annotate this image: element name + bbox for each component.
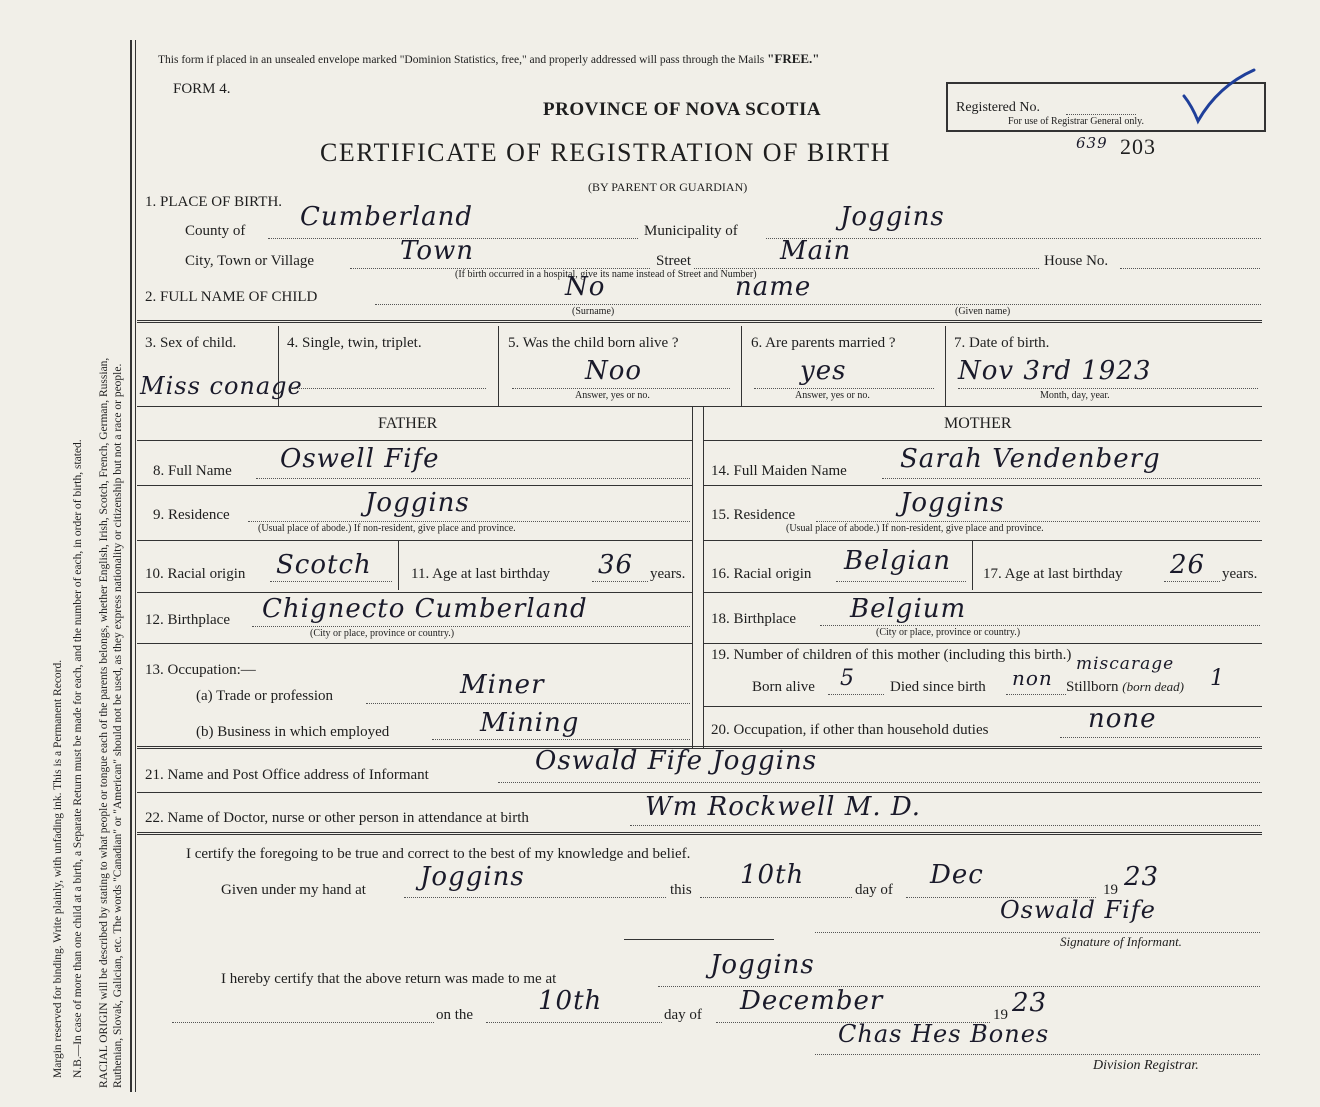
given-year-value: 23 [1124,862,1160,892]
sex-value: Miss conage [140,372,303,400]
informant-value: Oswald Fife Joggins [535,746,818,776]
alive-label: 5. Was the child born alive ? [508,335,679,351]
registrar-caption: Division Registrar. [1093,1058,1199,1073]
father-name-label: 8. Full Name [153,463,232,479]
certify-statement: I certify the foregoing to be true and correct to the best of my knowledge and belief. [186,846,691,862]
mother-occupation-label: 20. Occupation, if other than household duties [711,722,989,738]
margin-line-2: N.B.—In case of more than one child at a birth, a Separate Return must be made for each, and the number of each, in order of birth, stated. [72,439,84,1078]
stillborn-value: 1 [1210,666,1225,691]
mother-birthplace-label: 18. Birthplace [711,611,796,627]
registrar-signature: Chas Hes Bones [838,1020,1050,1048]
given-month-value: Dec [930,860,984,890]
check-mark-icon [1178,66,1258,126]
child-surname-value: No [565,272,606,302]
miscarriage-note: miscarage [1076,654,1175,674]
given-this-label: this [670,882,692,898]
children-label: 19. Number of children of this mother (including this birth.) [711,647,1072,663]
form-number: FORM 4. [173,81,231,97]
registered-number-small: 639 [1076,134,1108,152]
father-birthplace-label: 12. Birthplace [145,612,230,628]
died-label: Died since birth [890,679,986,695]
street-label: Street [656,253,691,269]
margin-rule [130,40,132,1092]
born-alive-label: Born alive [752,679,815,695]
doctor-label: 22. Name of Doctor, nurse or other person in attendance at birth [145,810,529,826]
doctor-value: Wm Rockwell M. D. [645,792,922,822]
margin-rule-inner [135,40,136,1092]
margin-line-1: Margin reserved for binding. Write plainly, with unfading ink. This is a Permanent Record. [52,659,64,1078]
registrar-month-value: December [740,986,884,1016]
stillborn-label: Stillborn (born dead) [1066,679,1185,695]
married-caption: Answer, yes or no. [795,390,870,401]
mother-name-value: Sarah Vendenberg [900,444,1161,474]
mother-birthplace-value: Belgium [850,594,967,624]
born-alive-value: 5 [840,666,855,691]
place-heading: 1. PLACE OF BIRTH. [145,194,283,210]
given-caption: (Given name) [955,306,1011,317]
mother-birthplace-caption: (City or place, province or country.) [876,627,1021,638]
registered-number: 203 [1120,134,1156,159]
given-label: Given under my hand at [221,882,366,898]
father-occupation-label: 13. Occupation:— [145,662,256,678]
given-year-prefix: 19 [1103,882,1118,898]
trade-value: Miner [460,670,545,700]
informant-signature: Oswald Fife [1000,896,1156,924]
margin-line-3: RACIAL ORIGIN will be described by stating to what people or tongue each of the parents belongs, whether English, Irish, Scotch, French, German, Russian, [98,357,110,1088]
mother-racial-label: 16. Racial origin [711,566,812,582]
county-label: County of [185,223,246,239]
mother-name-label: 14. Full Maiden Name [711,463,847,479]
business-label: (b) Business in which employed [196,724,390,740]
dob-caption: Month, day, year. [1040,390,1110,401]
father-name-value: Oswell Fife [280,444,440,474]
registrar-on-the-label: on the [436,1007,474,1023]
registered-label: Registered No. [956,100,1040,115]
province-heading: PROVINCE OF NOVA SCOTIA [543,99,822,120]
mother-age-value: 26 [1170,550,1206,580]
father-residence-value: Joggins [365,488,470,518]
dob-label: 7. Date of birth. [954,335,1050,351]
given-day-value: 10th [740,860,805,890]
registrar-place-value: Joggins [710,950,815,980]
mother-residence-label: 15. Residence [711,507,796,523]
mother-racial-value: Belgian [844,546,952,576]
father-age-value: 36 [598,550,634,580]
given-place-value: Joggins [420,862,525,892]
plural-label: 4. Single, twin, triplet. [287,335,422,351]
surname-caption: (Surname) [572,306,615,317]
child-name-label: 2. FULL NAME OF CHILD [145,289,318,305]
municipality-label: Municipality of [644,223,738,239]
mother-occupation-value: none [1088,704,1157,734]
married-value: yes [800,356,847,386]
father-age-label: 11. Age at last birthday [411,566,550,582]
business-value: Mining [480,708,580,738]
alive-caption: Answer, yes or no. [575,390,650,401]
municipality-value: Joggins [840,202,945,232]
alive-value: Noo [585,356,643,386]
father-residence-caption: (Usual place of abode.) If non-resident, give place and province. [258,523,516,534]
city-value: Town [400,236,474,266]
city-label: City, Town or Village [185,253,315,269]
mother-age-unit: years. [1222,566,1258,582]
father-racial-value: Scotch [276,550,372,580]
mail-notice: This form if placed in an unsealed envelope marked "Dominion Statistics, free," and properly addressed will pass through the Mails "FREE." [158,51,820,66]
informant-label: 21. Name and Post Office address of Informant [145,767,429,783]
margin-line-4: Ruthenian, Slovak, Galician, etc. The words "Canadian" or "American" should not be used, as they express nationality or citizenship but not a race or people. [112,363,124,1088]
hospital-note: (If birth occurred in a hospital, give its name instead of Street and Number) [455,269,757,280]
mother-age-label: 17. Age at last birthday [983,566,1123,582]
registrar-day-of-label: day of [664,1007,702,1023]
father-racial-label: 10. Racial origin [145,566,246,582]
father-birthplace-value: Chignecto Cumberland [262,594,588,624]
trade-label: (a) Trade or profession [196,688,334,704]
mother-heading: MOTHER [944,415,1012,432]
died-value: non [1012,666,1053,690]
informant-signature-caption: Signature of Informant. [1060,934,1182,949]
registered-note: For use of Registrar General only. [1008,116,1144,127]
given-day-of-label: day of [855,882,893,898]
father-heading: FATHER [378,415,438,432]
page-title: CERTIFICATE OF REGISTRATION OF BIRTH [320,138,891,167]
registrar-statement: I hereby certify that the above return was made to me at [221,971,557,987]
married-label: 6. Are parents married ? [751,335,896,351]
father-age-unit: years. [650,566,686,582]
registrar-day-value: 10th [538,986,603,1016]
county-value: Cumberland [300,202,473,232]
street-value: Main [780,236,852,266]
mother-residence-caption: (Usual place of abode.) If non-resident, give place and province. [786,523,1044,534]
dob-value: Nov 3rd 1923 [958,356,1152,386]
father-birthplace-caption: (City or place, province or country.) [310,628,455,639]
page-subtitle: (BY PARENT OR GUARDIAN) [588,180,748,194]
sex-label: 3. Sex of child. [145,335,237,351]
registrar-year-value: 23 [1012,988,1048,1018]
child-given-value: name [735,272,812,302]
house-label: House No. [1044,253,1109,269]
mother-residence-value: Joggins [900,488,1005,518]
father-residence-label: 9. Residence [153,507,230,523]
registrar-year-prefix: 19 [993,1007,1008,1023]
